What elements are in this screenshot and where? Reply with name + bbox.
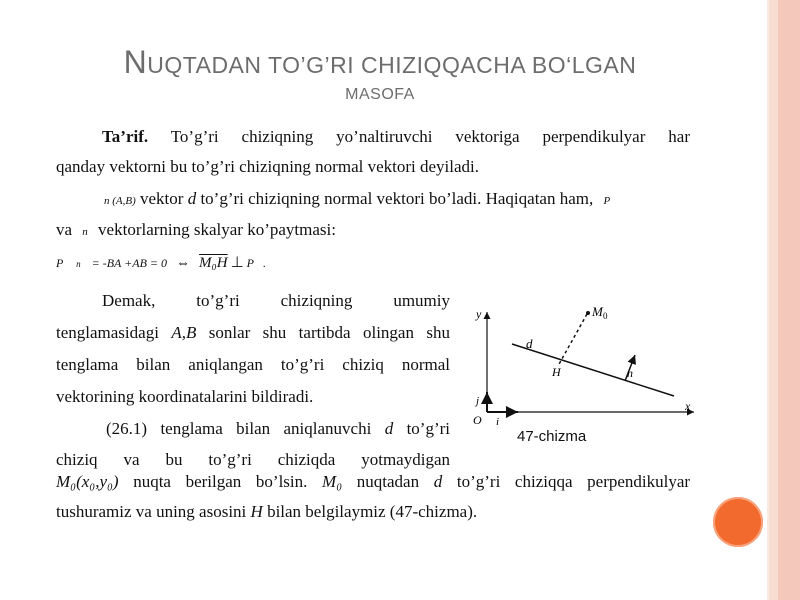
slide-title-line1: NUQTADAN TO’G’RI CHIZIQQACHA BO‘LGAN — [123, 44, 637, 80]
para2-line4: tushuramiz va uning asosini H bilan belgilaymiz (47-chizma). — [56, 502, 478, 521]
definition-line2: qanday vektorni bu to’g’ri chiziqning normal vektori deyiladi. — [56, 157, 479, 176]
label-d: d — [526, 336, 533, 351]
scalar-product-line: va n vektorlarning skalyar ko’paytmasi: — [56, 220, 336, 239]
normal-vector-line: n (A,B) vektor d to’g’ri chiziqning normal vektori bo’ladi. Haqiqatan ham, P — [104, 189, 611, 208]
para-line2: tenglamasidagi A,B sonlar shu tartibda olingan shu — [56, 323, 450, 342]
formula: P n = -BA +AB = 0 ⇔ M₀H ⊥ P . — [56, 255, 266, 271]
label-h: H — [552, 365, 561, 379]
label-j: j — [476, 395, 480, 407]
label-y: y — [476, 307, 482, 321]
figure-47 — [470, 300, 710, 460]
perpendicular-m0h — [558, 314, 587, 366]
label-m0: M — [592, 304, 603, 319]
para2-line3: M₀(x₀,y₀) nuqta berilgan bo’lsin. M₀ nuqtadan d to’g’ri chiziqqa perpendikulyar — [56, 472, 691, 491]
definition-label: Ta’rif. — [102, 127, 149, 146]
accent-dot — [713, 497, 763, 547]
side-band-line — [767, 0, 769, 600]
slide-title-line2: MASOFA — [345, 86, 415, 103]
label-i: i — [496, 416, 500, 428]
para2-line1: (26.1) tenglama bilan aniqlanuvchi d to’g’ri — [106, 419, 450, 438]
para-line1: Demak, to’g’ri chiziqning umumiy — [102, 291, 450, 310]
side-band-inner — [769, 0, 778, 600]
para2-line2: chiziq va bu to’g’ri chiziqda yotmaydigan — [56, 450, 450, 469]
para-line3: tenglama bilan aniqlangan to’g’ri chiziq normal — [56, 355, 450, 374]
label-x: x — [685, 399, 691, 413]
label-m0-sub: 0 — [603, 311, 608, 321]
definition-line1: Ta’rif. To’g’ri chiziqning yo’naltiruvchi vektoriga perpendikulyar har — [102, 127, 690, 146]
label-o: O — [473, 413, 482, 427]
line-d — [512, 344, 674, 396]
point-m0 — [586, 311, 590, 315]
para-line4: vektorining koordinatalarini bildiradi. — [56, 387, 314, 406]
figure-caption: 47-chizma — [517, 428, 587, 445]
label-n: n — [627, 366, 633, 380]
